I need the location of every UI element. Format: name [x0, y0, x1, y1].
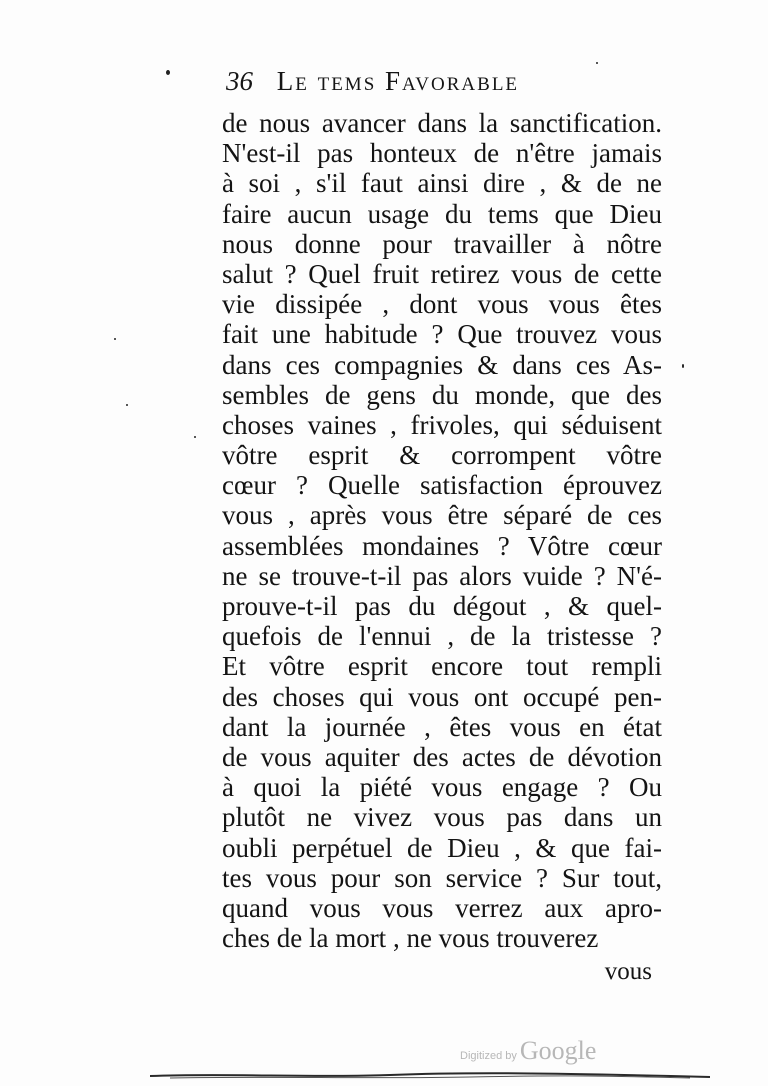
text-line: ches de la mort , ne vous trouverez [222, 923, 599, 954]
text-line: dant la journée , êtes vous en état [222, 711, 662, 742]
ink-speck [166, 70, 170, 75]
running-head [226, 66, 666, 97]
text-line: tes vous pour son service ? Sur tout, [222, 862, 662, 893]
catchword: vous [604, 958, 652, 985]
ink-speck [126, 404, 128, 406]
text-line: faire aucun usage du tems que Dieu [222, 198, 662, 229]
watermark-brand: Google [519, 1036, 597, 1065]
text-line: de vous aquiter des actes de dévotion [222, 741, 662, 772]
text-line: cœur ? Quelle satisfaction éprouvez [222, 470, 662, 501]
text-line: oubli perpétuel de Dieu , & que fai- [222, 832, 662, 863]
text-line: des choses qui vous ont occupé pen- [222, 681, 662, 712]
page-edge-shadow [150, 1070, 710, 1080]
watermark-prefix: Digitized by [460, 1050, 517, 1062]
ink-speck [596, 62, 598, 64]
text-line: de nous avancer dans la sanctification. [222, 108, 662, 138]
ink-speck [194, 436, 196, 438]
page-number: 36 [226, 66, 253, 96]
text-line: fait une habitude ? Que trouvez vous [222, 319, 662, 350]
text-line: plutôt ne vivez vous pas dans un [222, 802, 662, 833]
text-line: salut ? Quel fruit retirez vous de cette [222, 258, 662, 289]
body-text [222, 108, 662, 953]
text-line: quefois de l'ennui , de la tristesse ? [222, 621, 662, 652]
running-title: Le tems Favorable [276, 66, 520, 96]
ink-speck [682, 364, 684, 368]
text-line: vie dissipée , dont vous vous êtes [222, 289, 662, 320]
text-line: dans ces compagnies & dans ces As- [222, 349, 662, 380]
digitization-watermark [460, 1036, 596, 1066]
text-line: assemblées mondaines ? Vôtre cœur [222, 530, 662, 561]
text-line: vôtre esprit & corrompent vôtre [222, 440, 662, 471]
text-line: N'est-il pas honteux de n'être jamais [222, 138, 662, 169]
text-line: prouve-t-il pas du dégout , & quel- [222, 591, 662, 621]
text-line: vous , après vous être séparé de ces [222, 500, 662, 531]
text-line: quand vous vous verrez aux apro- [222, 892, 662, 923]
text-line: sembles de gens du monde, que des [222, 379, 662, 410]
text-line: à soi , s'il faut ainsi dire , & de ne [222, 168, 662, 199]
text-line: à quoi la piété vous engage ? Ou [222, 772, 662, 803]
ink-speck [114, 338, 116, 340]
text-line: ne se trouve-t-il pas alors vuide ? N'é- [222, 560, 662, 591]
text-line: Et vôtre esprit encore tout rempli [222, 651, 662, 682]
text-line: choses vaines , frivoles, qui séduisent [222, 409, 662, 440]
text-line: nous donne pour travailler à nôtre [222, 228, 662, 259]
